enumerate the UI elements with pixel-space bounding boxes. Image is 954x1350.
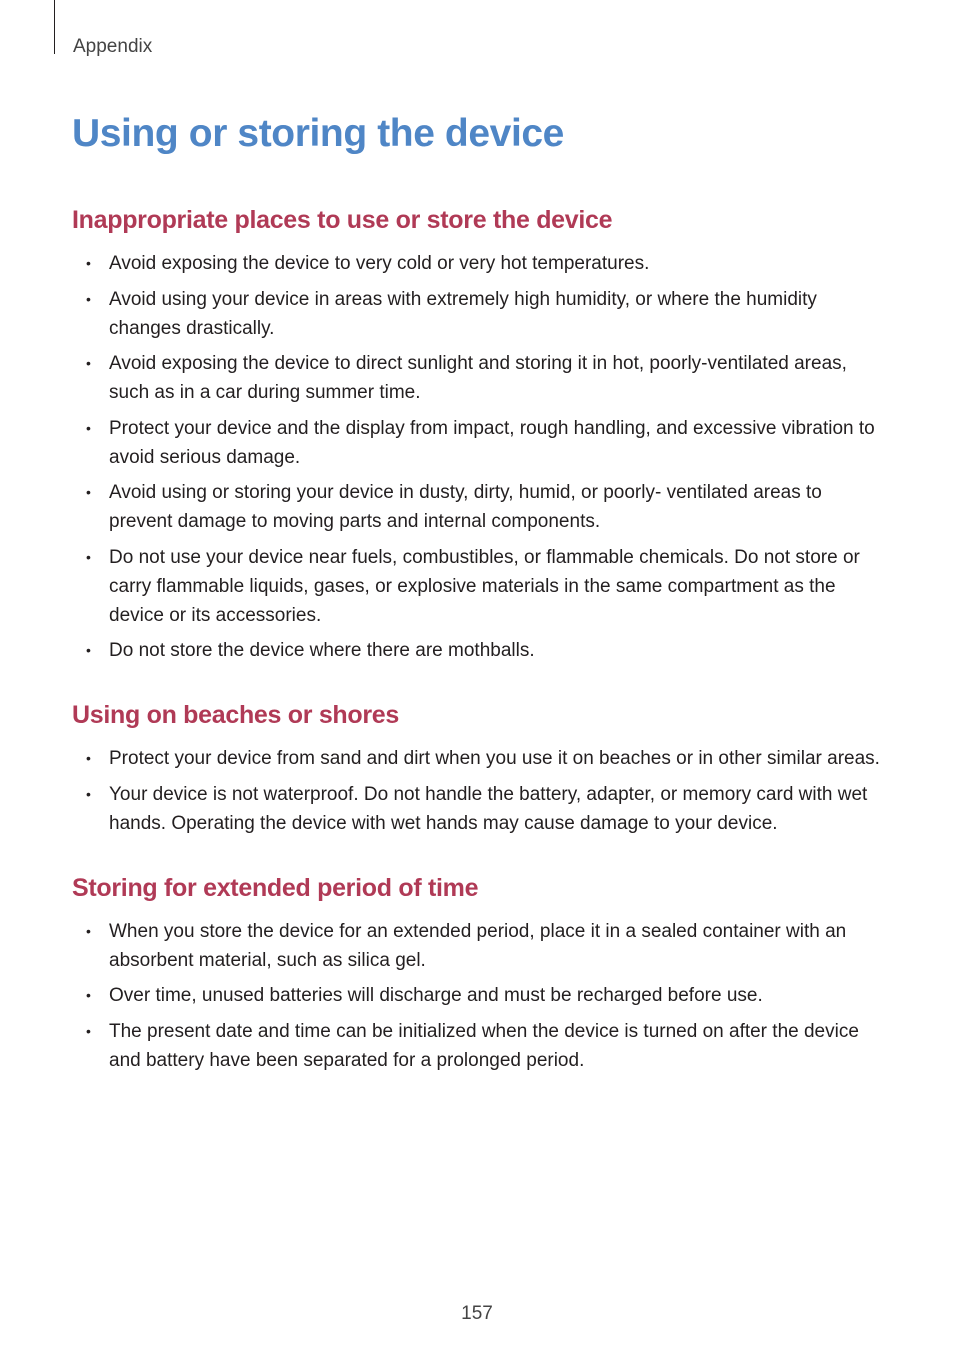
- bullet-icon: •: [86, 1022, 91, 1039]
- section-heading: Using on beaches or shores: [72, 701, 400, 729]
- list-item: [72, 349, 884, 407]
- bullet-icon: •: [86, 548, 91, 565]
- bullet-icon: •: [86, 290, 91, 307]
- bullet-icon: •: [86, 419, 91, 436]
- list-item-text: Do not use your device near fuels, combustibles, or flammable chemicals. Do not store or carry flammable liquids, gases, or explosive materials in the same compartment as the device or its accessories.: [109, 546, 860, 626]
- bullet-icon: •: [86, 785, 91, 802]
- section-inappropriate-places: [72, 200, 884, 665]
- list-item-text: Avoid exposing the device to direct sunlight and storing it in hot, poorly-ventilated areas, such as in a car during summer time.: [109, 353, 847, 403]
- list-item-text: When you store the device for an extended period, place it in a sealed container with an absorbent material, such as silica gel.: [109, 920, 847, 971]
- list-item: [72, 780, 884, 838]
- page-title: Using or storing the device: [72, 112, 564, 155]
- list-item: [72, 744, 884, 773]
- list-item: [72, 249, 884, 278]
- list-item-text: Over time, unused batteries will discharge and must be recharged before use.: [109, 985, 763, 1006]
- list-item-text: Avoid exposing the device to very cold or very hot temperatures.: [109, 253, 650, 274]
- section-heading: Storing for extended period of time: [72, 873, 479, 902]
- list-item-text: Your device is not waterproof. Do not handle the battery, adapter, or memory card with wet hands. Operating the device with wet hands may cause damage to your device.: [109, 783, 868, 834]
- list-item-text: The present date and time can be initialized when the device is turned on after the device and battery have been separated for a prolonged period.: [109, 1020, 859, 1071]
- page-number: 157: [461, 1303, 493, 1324]
- list-item: [72, 917, 884, 975]
- bullet-icon: •: [86, 642, 91, 658]
- list-item-text: Avoid using or storing your device in dusty, dirty, humid, or poorly- ventilated areas to prevent damage to moving parts and internal components.: [109, 482, 822, 532]
- list-item-text: Avoid using your device in areas with extremely high humidity, or where the humidity changes drastically.: [109, 288, 817, 339]
- bullet-icon: •: [86, 484, 91, 500]
- list-item: [72, 478, 884, 536]
- bullet-list: [72, 917, 884, 1075]
- list-item: [72, 285, 884, 343]
- bullet-list: [72, 744, 884, 838]
- bullet-icon: •: [86, 255, 91, 271]
- list-item-text: Protect your device and the display from impact, rough handling, and excessive vibration to avoid serious damage.: [109, 417, 875, 468]
- bullet-list: [72, 249, 884, 665]
- list-item: [72, 414, 884, 472]
- bullet-icon: •: [86, 922, 91, 939]
- bullet-icon: •: [86, 987, 91, 1003]
- section-beaches-shores: [72, 695, 884, 838]
- bullet-icon: •: [86, 355, 91, 371]
- list-item: [72, 543, 884, 630]
- margin-rule: [54, 0, 55, 54]
- section-label: Appendix: [73, 36, 153, 57]
- content: [72, 200, 884, 1075]
- list-item-text: Protect your device from sand and dirt when you use it on beaches or in other similar areas.: [109, 748, 880, 769]
- list-item-text: Do not store the device where there are mothballs.: [109, 640, 535, 661]
- list-item: [72, 981, 884, 1010]
- bullet-icon: •: [86, 750, 91, 766]
- list-item: [72, 1017, 884, 1075]
- list-item: [72, 636, 884, 665]
- section-extended-storage: [72, 868, 884, 1075]
- section-heading: Inappropriate places to use or store the device: [72, 206, 613, 234]
